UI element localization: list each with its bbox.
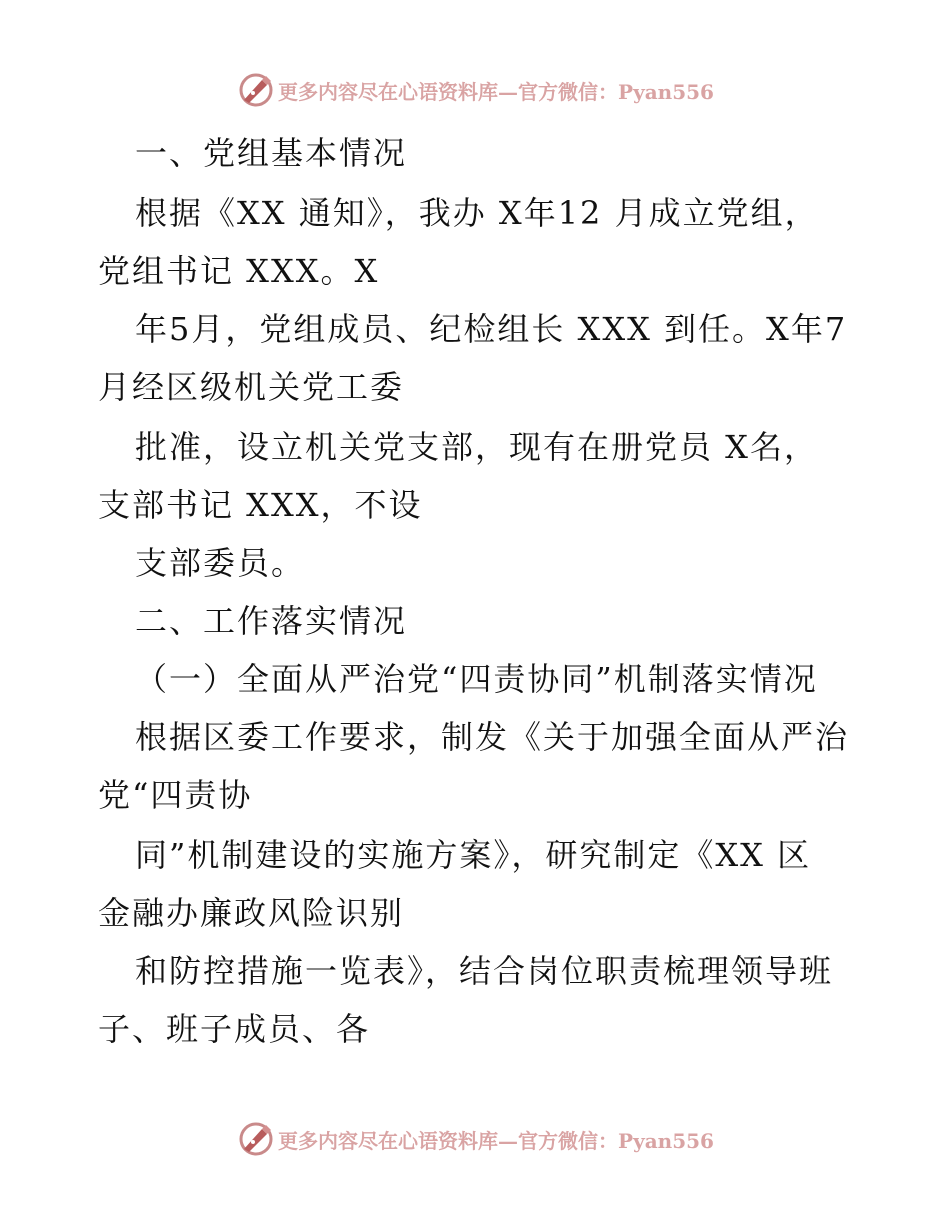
paragraph-line: 金融办廉政风险识别 (98, 894, 405, 932)
paragraph-line: 和防控措施一览表》，结合岗位职责梳理领导班 (135, 952, 834, 990)
section-heading-1: 一、党组基本情况 (135, 134, 408, 172)
footer-watermark (0, 1119, 950, 1159)
paragraph-line: 党组书记 XXX。X (98, 252, 380, 290)
section-heading-2: 二、工作落实情况 (135, 602, 408, 640)
paragraph-line: 支部书记 XXX，不设 (98, 486, 423, 524)
paragraph-line: 批准，设立机关党支部，现有在册党员 X名， (135, 428, 818, 466)
paragraph-line: 支部委员。 (135, 544, 306, 582)
paragraph-line: 同”机制建设的实施方案》，研究制定《XX 区 (135, 836, 812, 874)
watermark-text: 更多内容尽在心语资料库—官方微信：Pyan556 (278, 79, 714, 104)
paragraph-line: 党“四责协 (98, 776, 253, 814)
pen-nib-logo-icon (236, 1119, 276, 1159)
paragraph-line: 月经区级机关党工委 (98, 368, 405, 406)
watermark-text: 更多内容尽在心语资料库—官方微信：Pyan556 (278, 1128, 714, 1153)
paragraph-line: 根据区委工作要求，制发《关于加强全面从严治 (135, 718, 850, 756)
pen-nib-logo-icon (236, 70, 276, 110)
paragraph-line: 子、班子成员、各 (98, 1010, 371, 1048)
paragraph-line: 年5月，党组成员、纪检组长 XXX 到任。X年7 (135, 310, 848, 348)
paragraph-line: 根据《XX 通知》，我办 X年12 月成立党组， (135, 194, 819, 232)
header-watermark (0, 70, 950, 110)
subsection-heading: （一）全面从严治党“四责协同”机制落实情况 (135, 660, 818, 698)
